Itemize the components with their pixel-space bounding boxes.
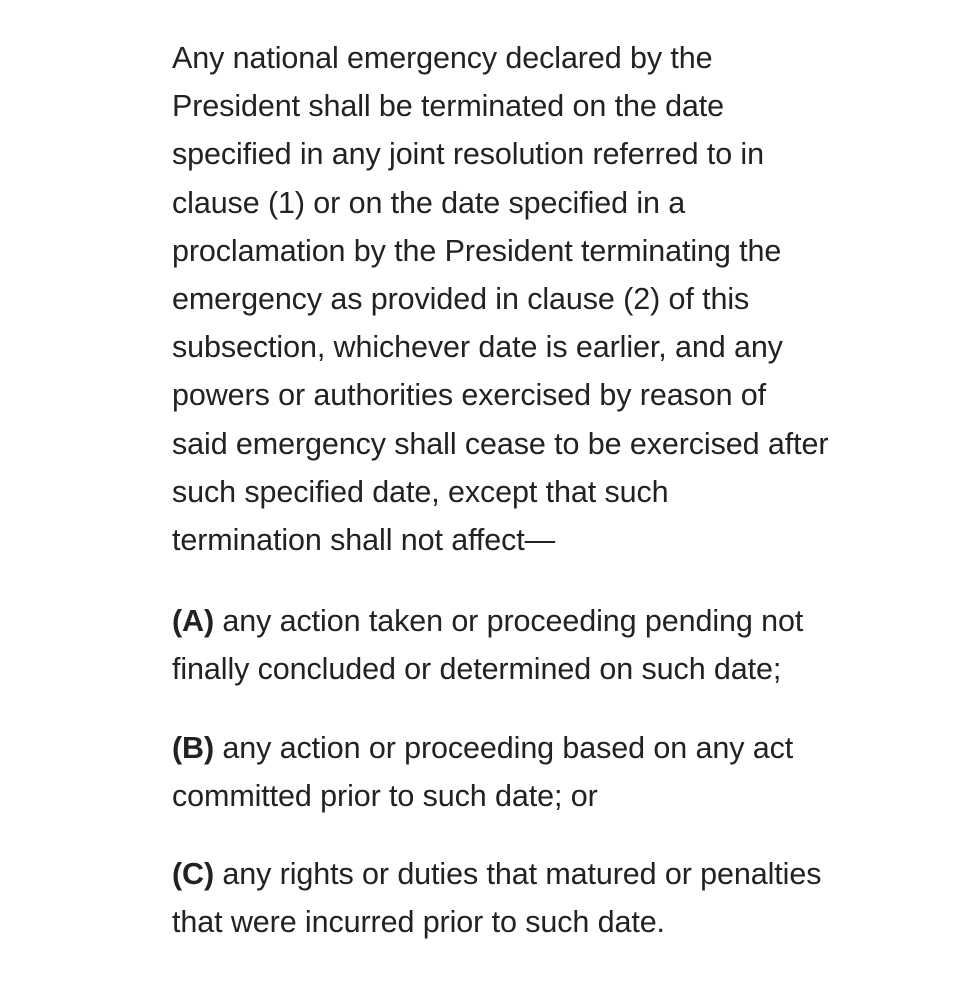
clause-label: (C) [172, 857, 215, 892]
clause-text: any rights or duties that matured or penalties [214, 857, 822, 892]
clause-line: that were incurred prior to such date. [172, 905, 665, 940]
clause-line [172, 724, 892, 772]
intro-line: emergency as provided in clause (2) of this [172, 282, 750, 317]
intro-line: said emergency shall cease to be exercised after [172, 426, 829, 461]
statute-text [172, 34, 892, 946]
intro-line: termination shall not affect— [172, 523, 556, 558]
intro-paragraph [172, 34, 892, 564]
intro-line: specified in any joint resolution referred to in [172, 137, 764, 172]
intro-line: proclamation by the President terminating the [172, 233, 782, 268]
intro-line: President shall be terminated on the date [172, 89, 725, 124]
clause-text: any action or proceeding based on any act [214, 730, 794, 765]
clause-line [172, 597, 892, 645]
clause-b [172, 724, 892, 820]
intro-line: subsection, whichever date is earlier, and any [172, 330, 783, 365]
clause-line: committed prior to such date; or [172, 778, 598, 813]
clause-c [172, 850, 892, 946]
clause-text: any action taken or proceeding pending not [214, 604, 804, 639]
intro-line: clause (1) or on the date specified in a [172, 185, 686, 220]
clause-line: finally concluded or determined on such date; [172, 652, 782, 687]
clause-a [172, 597, 892, 693]
clause-label: (A) [172, 604, 215, 639]
intro-line: such specified date, except that such [172, 474, 669, 509]
clause-line [172, 850, 892, 898]
intro-line: powers or authorities exercised by reason of [172, 378, 767, 413]
clause-label: (B) [172, 730, 215, 765]
intro-line: Any national emergency declared by the [172, 41, 713, 75]
